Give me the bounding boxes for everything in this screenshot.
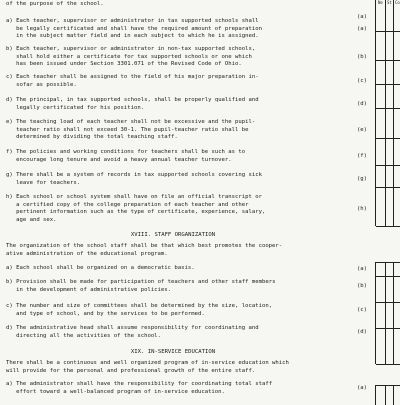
item-h xyxy=(6,194,340,224)
column-header-co: Co xyxy=(395,0,400,5)
item-c xyxy=(6,74,340,89)
item-letter: f) xyxy=(6,149,13,155)
column-header-st: St xyxy=(387,0,392,5)
item-text: Each teacher shall be assigned to the field of his major preparation in- sofar as possible. xyxy=(16,74,259,88)
item-letter: c) xyxy=(6,303,13,309)
intro-mark: (a) xyxy=(356,14,368,20)
item-letter: b) xyxy=(6,46,13,52)
item-text: The number and size of committees shall be determined by the size, location, and type of school, and by the services to be performed. xyxy=(16,303,273,317)
item-a xyxy=(6,18,340,41)
section-heading-staff-organization: XVIII. STAFF ORGANIZATION xyxy=(130,232,216,238)
item-mark: (c) xyxy=(356,307,368,313)
item-mark: (d) xyxy=(356,329,368,335)
item-mark: (f) xyxy=(356,153,368,159)
item-letter: d) xyxy=(6,97,13,103)
staff-item-d xyxy=(6,325,340,340)
item-text: Each teacher, supervisor or administrator in tax supported schools shall be legally certificated and shall have the required amount of preparation in the subject matter field and in each subject to which he is assigned. xyxy=(16,18,262,39)
item-text: There shall be a system of records in tax supported schools covering sick leave for teachers. xyxy=(16,172,262,186)
rating-grid-staff-organization xyxy=(375,262,400,364)
item-letter: d) xyxy=(6,325,13,331)
item-letter: g) xyxy=(6,172,13,178)
item-text: The teaching load of each teacher shall not be excessive and the pupil- teacher ratio shall not exceed 30-1. The pupil-teacher ratio shall be determined by dividing the total teaching staff. xyxy=(16,119,256,140)
item-letter: b) xyxy=(6,279,13,285)
item-mark: (a) xyxy=(356,385,368,391)
item-letter: c) xyxy=(6,74,13,80)
item-f xyxy=(6,149,340,164)
item-text: Each school shall be organized on a democratic basis. xyxy=(16,265,195,271)
item-mark: (b) xyxy=(356,283,368,289)
intro-line: of the purpose of the school. xyxy=(6,1,104,7)
section-intro-in-service: There shall be a continuous and well organized program of in-service education which will provide for the personal and professional growth of the entire staff. xyxy=(6,360,289,374)
item-letter: a) xyxy=(6,18,13,24)
section-intro-staff-organization: The organization of the school staff shall be that which best promotes the cooper- ative administration of the educational program. xyxy=(6,243,283,257)
item-letter: a) xyxy=(6,265,13,271)
item-letter: h) xyxy=(6,194,13,200)
item-text: The policies and working conditions for teachers shall be such as to encourage long tenure and avoid a heavy annual teacher turnover. xyxy=(16,149,246,163)
staff-item-a xyxy=(6,265,340,273)
item-e xyxy=(6,119,340,142)
column-header-ne: Ne xyxy=(378,0,383,5)
item-b xyxy=(6,46,340,69)
item-mark: (h) xyxy=(356,206,368,212)
item-mark: (a) xyxy=(356,266,368,272)
in-service-item-a xyxy=(6,381,340,396)
item-text: Each teacher, supervisor or administrator in non-tax supported schools, shall hold either a certificate for tax supported schools or one which has been issued under Section 3301.071 of the Revised Code of Ohio. xyxy=(16,46,256,67)
item-text: The administrator shall have the responsibility for coordinating total staff effort toward a well-balanced program of in-service education. xyxy=(16,381,273,395)
item-text: The principal, in tax supported schools, shall be properly qualified and legally certificated for his position. xyxy=(16,97,259,111)
item-mark: (e) xyxy=(356,127,368,133)
rating-grid-personnel xyxy=(375,0,400,226)
staff-item-c xyxy=(6,303,340,318)
item-mark: (g) xyxy=(356,176,368,182)
item-mark: (d) xyxy=(356,101,368,107)
item-mark: (c) xyxy=(356,78,368,84)
item-text: The administrative head shall assume responsibility for coordinating and directing all the activities of the school. xyxy=(16,325,259,339)
item-d xyxy=(6,97,340,112)
rating-grid-in-service xyxy=(375,385,400,405)
item-letter: e) xyxy=(6,119,13,125)
item-text: Provision shall be made for participation of teachers and other staff members in the development of administrative policies. xyxy=(16,279,276,293)
item-g xyxy=(6,172,340,187)
item-letter: a) xyxy=(6,381,13,387)
section-heading-in-service: XIX. IN-SERVICE EDUCATION xyxy=(130,349,216,355)
item-mark: (a) xyxy=(356,26,368,32)
staff-item-b xyxy=(6,279,340,294)
item-mark: (b) xyxy=(356,54,368,60)
item-text: Each school or school system shall have on file an official transcript or a certified copy of the college preparation of each teacher and other pertinent information such as the type of certificate, experience, salary, age and sex. xyxy=(16,194,266,223)
